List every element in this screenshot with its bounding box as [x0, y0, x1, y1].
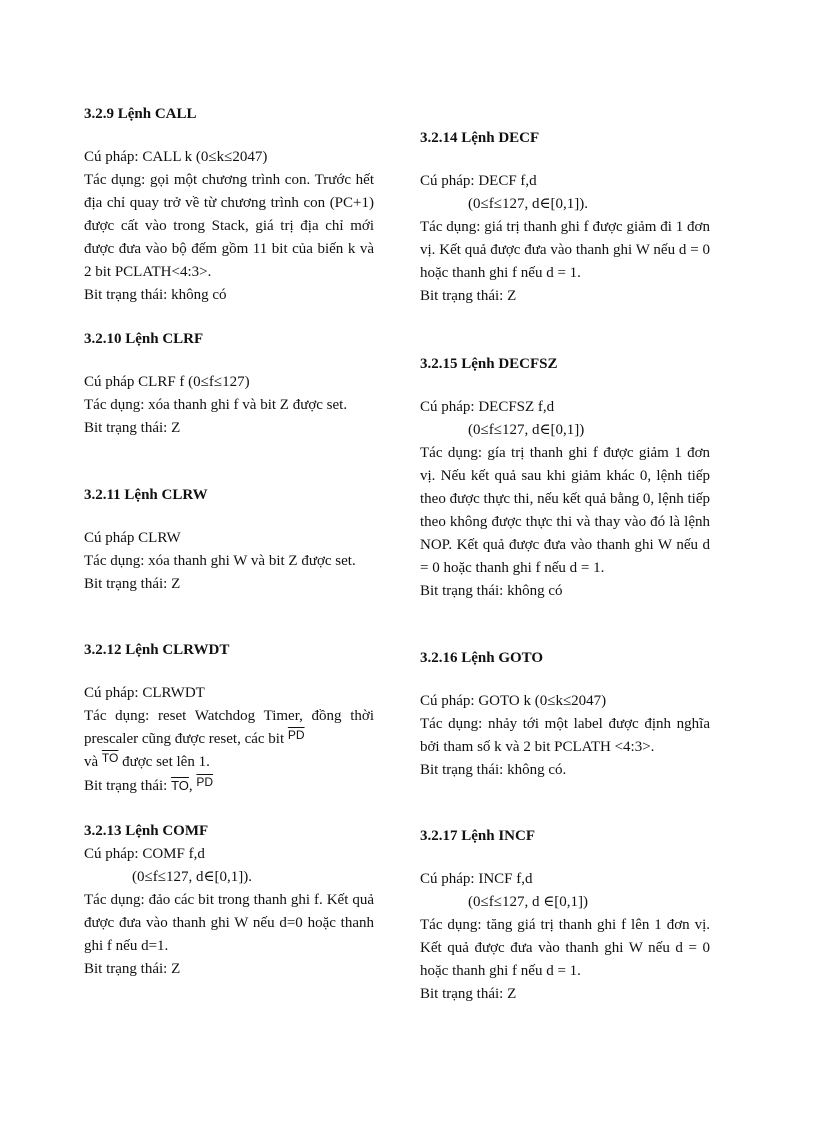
section-clrw [84, 485, 374, 596]
effect-text: Tác dụng: xóa thanh ghi f và bit Z được set. [84, 397, 348, 413]
status-line: Bit trạng thái: không có. [420, 762, 567, 778]
section-call [84, 104, 374, 307]
pd-bit-label: PD [196, 775, 214, 789]
to-bit-label: TO [101, 751, 119, 765]
section-decf [420, 128, 710, 308]
effect-text: Tác dụng: nhảy tới một label được định nghĩa bởi tham số k và 2 bit PCLATH <4:3>. [420, 716, 710, 755]
syntax-line: Cú pháp: CLRWDT [84, 685, 205, 701]
effect-text [84, 705, 374, 774]
status-prefix: Bit trạng thái: [84, 778, 172, 794]
section-clrwdt [84, 640, 374, 798]
syntax-line: Cú pháp: GOTO k (0≤k≤2047) [420, 693, 607, 709]
status-line [84, 774, 374, 798]
status-line: Bit trạng thái: Z [420, 288, 517, 304]
pd-bit-label: PD [287, 728, 305, 742]
section-title: 3.2.15 Lệnh DECFSZ [420, 356, 558, 372]
effect-text-b: và [84, 754, 102, 770]
status-line: Bit trạng thái: không có [84, 287, 227, 303]
syntax-line: Cú pháp CLRW [84, 530, 181, 546]
effect-text: Tác dụng: đảo các bit trong thanh ghi f. Kết quả được đưa vào thanh ghi W nếu d=0 hoặc thanh ghi f nếu d=1. [84, 892, 374, 954]
syntax-line: Cú pháp CLRF f (0≤f≤127) [84, 374, 250, 390]
section-title: 3.2.9 Lệnh CALL [84, 106, 197, 122]
section-incf [420, 826, 710, 1006]
syntax-line: Cú pháp: DECFSZ f,d [420, 399, 555, 415]
status-line: Bit trạng thái: Z [84, 576, 181, 592]
effect-text-c: được set lên 1. [118, 754, 210, 770]
range-line: (0≤f≤127, d∈[0,1]). [132, 869, 253, 885]
effect-text: Tác dụng: tăng giá trị thanh ghi f lên 1 đơn vị. Kết quả được đưa vào thanh ghi W nếu d = 0 hoặc thanh ghi f nếu d = 1. [420, 917, 710, 979]
effect-text: Tác dụng: gọi một chương trình con. Trước hết địa chỉ quay trở về từ chương trình con (PC+1) được cất vào trong Stack, giá trị địa chỉ mới được đưa vào bộ đếm gồm 11 bit của biến k và 2 bit PCLATH<4:3>. [84, 172, 374, 280]
range-line: (0≤f≤127, d∈[0,1]) [468, 422, 585, 438]
section-title: 3.2.14 Lệnh DECF [420, 130, 540, 146]
section-comf [84, 821, 374, 981]
status-line: Bit trạng thái: Z [420, 986, 517, 1002]
status-line: Bit trạng thái: Z [84, 961, 181, 977]
section-goto [420, 648, 710, 782]
effect-text: Tác dụng: giá trị thanh ghi f được giảm đi 1 đơn vị. Kết quả được đưa vào thanh ghi W nếu d = 0 hoặc thanh ghi f nếu d = 1. [420, 219, 710, 281]
effect-text: Tác dụng: gía trị thanh ghi f được giảm 1 đơn vị. Nếu kết quả sau khi giảm khác 0, lệnh tiếp theo được thực thi, nếu kết quả bằng 0, lệnh tiếp theo không được thực thi và thay vào đó là lệnh NOP. Kết quả được đưa vào thanh ghi W nếu d = 0 hoặc thanh ghi f nếu d = 1. [420, 445, 710, 576]
section-title: 3.2.17 Lệnh INCF [420, 828, 536, 844]
range-line: (0≤f≤127, d∈[0,1]). [468, 196, 589, 212]
syntax-line: Cú pháp: INCF f,d [420, 871, 533, 887]
effect-text: Tác dụng: xóa thanh ghi W và bit Z được set. [84, 553, 356, 569]
status-line: Bit trạng thái: không có [420, 583, 563, 599]
status-line: Bit trạng thái: Z [84, 420, 181, 436]
syntax-line: Cú pháp: COMF f,d [84, 846, 205, 862]
status-separator: , [188, 778, 197, 794]
section-decfsz [420, 354, 710, 603]
section-title: 3.2.10 Lệnh CLRF [84, 331, 204, 347]
section-title: 3.2.11 Lệnh CLRW [84, 487, 208, 503]
effect-text-a: Tác dụng: reset Watchdog Timer, đồng thời prescaler cũng được reset, các bit [84, 708, 374, 747]
syntax-line: Cú pháp: CALL k (0≤k≤2047) [84, 149, 268, 165]
section-clrf [84, 329, 374, 440]
to-bit-label: $\overline{TO}$ [171, 778, 189, 793]
range-line: (0≤f≤127, d ∈[0,1]) [468, 894, 589, 910]
section-title: 3.2.12 Lệnh CLRWDT [84, 642, 230, 658]
syntax-line: Cú pháp: DECF f,d [420, 173, 537, 189]
section-title: 3.2.13 Lệnh COMF [84, 823, 209, 839]
section-title: 3.2.16 Lệnh GOTO [420, 650, 544, 666]
